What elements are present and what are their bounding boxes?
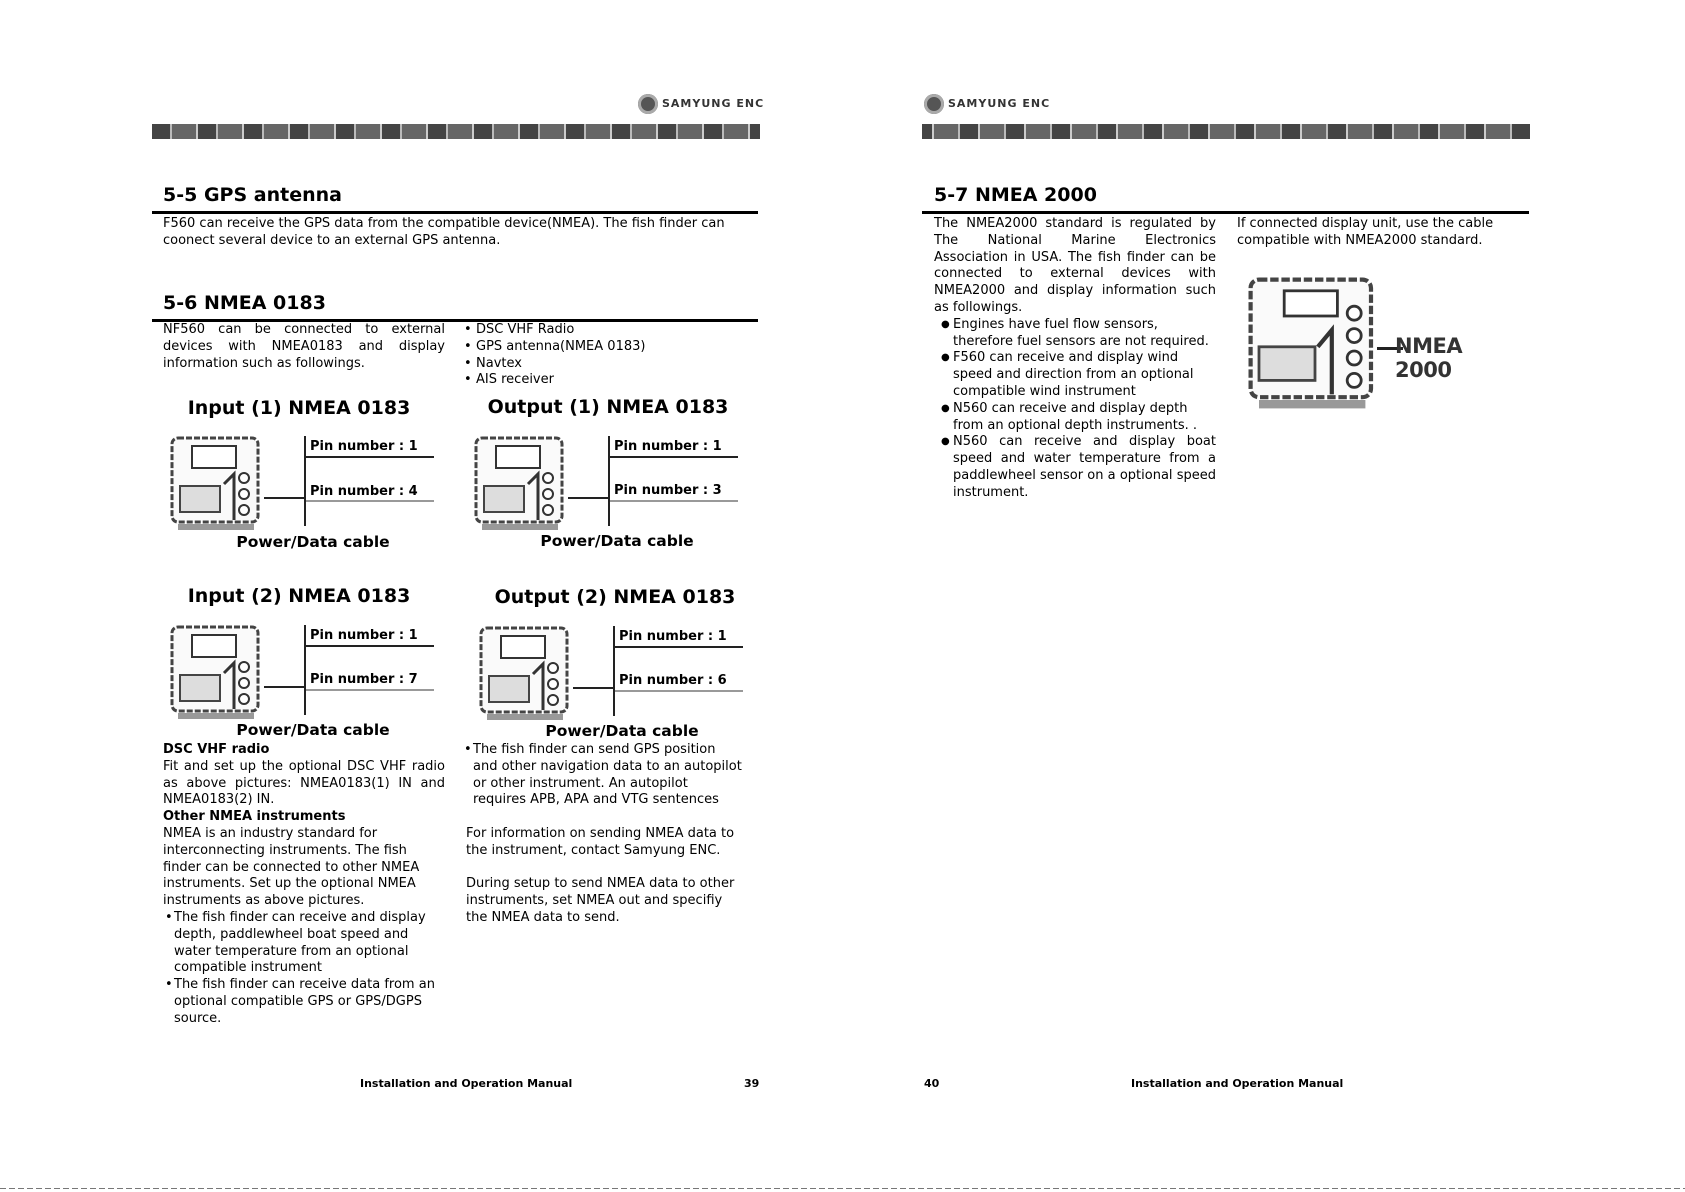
other-nmea-heading: Other NMEA instruments	[163, 809, 346, 825]
display-unit-icon	[1245, 274, 1385, 414]
nmea2000-label: NMEA 2000	[1395, 334, 1463, 382]
section-rule	[922, 211, 1529, 214]
figure-caption: Power/Data cable	[545, 722, 699, 740]
list-item: • The fish finder can receive and display depth, paddlewheel boat speed and water temperature from an optional compatible instrument	[163, 910, 445, 977]
list-item: • DSC VHF Radio	[462, 322, 742, 339]
figure-title-output-2: Output (2) NMEA 0183	[494, 586, 736, 608]
samyung-logo	[638, 94, 764, 114]
pin-label: Pin number : 1	[619, 629, 727, 644]
output-2-diagram	[477, 624, 747, 724]
nmea2000-diagram	[1245, 274, 1525, 414]
list-item: • The fish finder can receive data from an optional compatible GPS or GPS/DGPS source.	[163, 977, 445, 1027]
dsc-vhf-section	[163, 742, 445, 1028]
display-unit-icon	[168, 434, 268, 534]
figure-caption: Power/Data cable	[236, 533, 390, 551]
display-unit-icon	[472, 434, 572, 534]
nmea2000-feature-list	[934, 317, 1216, 502]
list-item: ● Engines have fuel flow sensors, therefore fuel sensors are not required.	[938, 317, 1216, 351]
list-item: ● F560 can receive and display wind speed and direction from an optional compatible wind instrument	[938, 350, 1216, 400]
section-title-nmea2000: 5-7 NMEA 2000	[934, 184, 1097, 206]
section-title-nmea0183: 5-6 NMEA 0183	[163, 292, 326, 314]
logo-icon	[924, 94, 944, 114]
logo-icon	[638, 94, 658, 114]
pin-label: Pin number : 3	[614, 483, 722, 498]
pin-label: Pin number : 4	[310, 484, 418, 499]
list-item: • Navtex	[462, 356, 742, 373]
list-item: • AIS receiver	[462, 372, 742, 389]
samyung-logo	[924, 94, 1050, 114]
nmea2000-intro: The NMEA2000 standard is regulated by The National Marine Electronics Association in USA. The fish finder can be connected to external devices with NMEA2000 and display information such as followings.	[934, 216, 1216, 315]
display-unit-icon	[168, 623, 268, 723]
figure-title-input-1: Input (1) NMEA 0183	[187, 397, 411, 419]
nmea0183-intro: NF560 can be connected to external devices with NMEA0183 and display information such as followings.	[163, 322, 445, 371]
figure-caption: Power/Data cable	[236, 721, 390, 739]
output-1-diagram	[472, 434, 742, 534]
nmea-contact-paragraph: For information on sending NMEA data to the instrument, contact Samyung ENC.	[466, 825, 735, 858]
nmea2000-cable-note: If connected display unit, use the cable compatible with NMEA2000 standard.	[1237, 216, 1494, 248]
nmea-output-section	[466, 742, 746, 927]
list-item: • The fish finder can send GPS position and other navigation data to an autopilot or other instrument. An autopilot requires APB, APA and VTG sentences	[462, 742, 742, 809]
logo-text: SAMYUNG ENC	[948, 96, 1051, 110]
logo-text: SAMYUNG ENC	[662, 96, 765, 110]
dsc-heading: DSC VHF radio	[163, 742, 270, 757]
header-band	[922, 124, 1530, 139]
nmea-setup-paragraph: During setup to send NMEA data to other instruments, set NMEA out and specifiy the NMEA data to send.	[466, 876, 735, 925]
footer-title: Installation and Operation Manual	[1131, 1077, 1344, 1090]
other-nmea-list	[163, 910, 445, 1028]
list-item: ● N560 can receive and display boat speed and water temperature from a paddlewheel sensor on a optional speed instrument.	[938, 434, 1216, 501]
nmea2000-section	[934, 216, 1216, 502]
pin-label: Pin number : 1	[614, 439, 722, 454]
list-item: ● N560 can receive and display depth from an optional depth instruments. .	[938, 401, 1216, 435]
section-title-gps-antenna: 5-5 GPS antenna	[163, 184, 342, 206]
list-item: • GPS antenna(NMEA 0183)	[462, 339, 742, 356]
page-number: 39	[744, 1077, 760, 1090]
pin-label: Pin number : 1	[310, 628, 418, 643]
input-2-diagram	[168, 623, 438, 723]
pin-label: Pin number : 7	[310, 672, 418, 687]
figure-caption: Power/Data cable	[540, 532, 694, 550]
pin-label: Pin number : 1	[310, 439, 418, 454]
pin-label: Pin number : 6	[619, 673, 727, 688]
gps-antenna-body: F560 can receive the GPS data from the compatible device(NMEA). The fish finder can coonect several device to an external GPS antenna.	[163, 216, 725, 248]
footer-title: Installation and Operation Manual	[360, 1077, 573, 1090]
other-nmea-body: NMEA is an industry standard for interconnecting instruments. The fish finder can be connected to other NMEA instruments. Set up the optional NMEA instruments as above pictures.	[163, 825, 420, 909]
page-number: 40	[924, 1077, 940, 1090]
figure-title-input-2: Input (2) NMEA 0183	[187, 585, 411, 607]
display-unit-icon	[477, 624, 577, 724]
figure-title-output-1: Output (1) NMEA 0183	[487, 396, 729, 418]
nmea-output-list	[466, 742, 746, 809]
page-edge-divider	[0, 1188, 1685, 1189]
nmea0183-device-list	[462, 322, 742, 389]
section-rule	[152, 211, 758, 214]
dsc-body: Fit and set up the optional DSC VHF radio as above pictures: NMEA0183(1) IN and NMEA0183(2) IN.	[163, 758, 445, 808]
input-1-diagram	[168, 434, 438, 534]
header-band	[152, 124, 760, 139]
